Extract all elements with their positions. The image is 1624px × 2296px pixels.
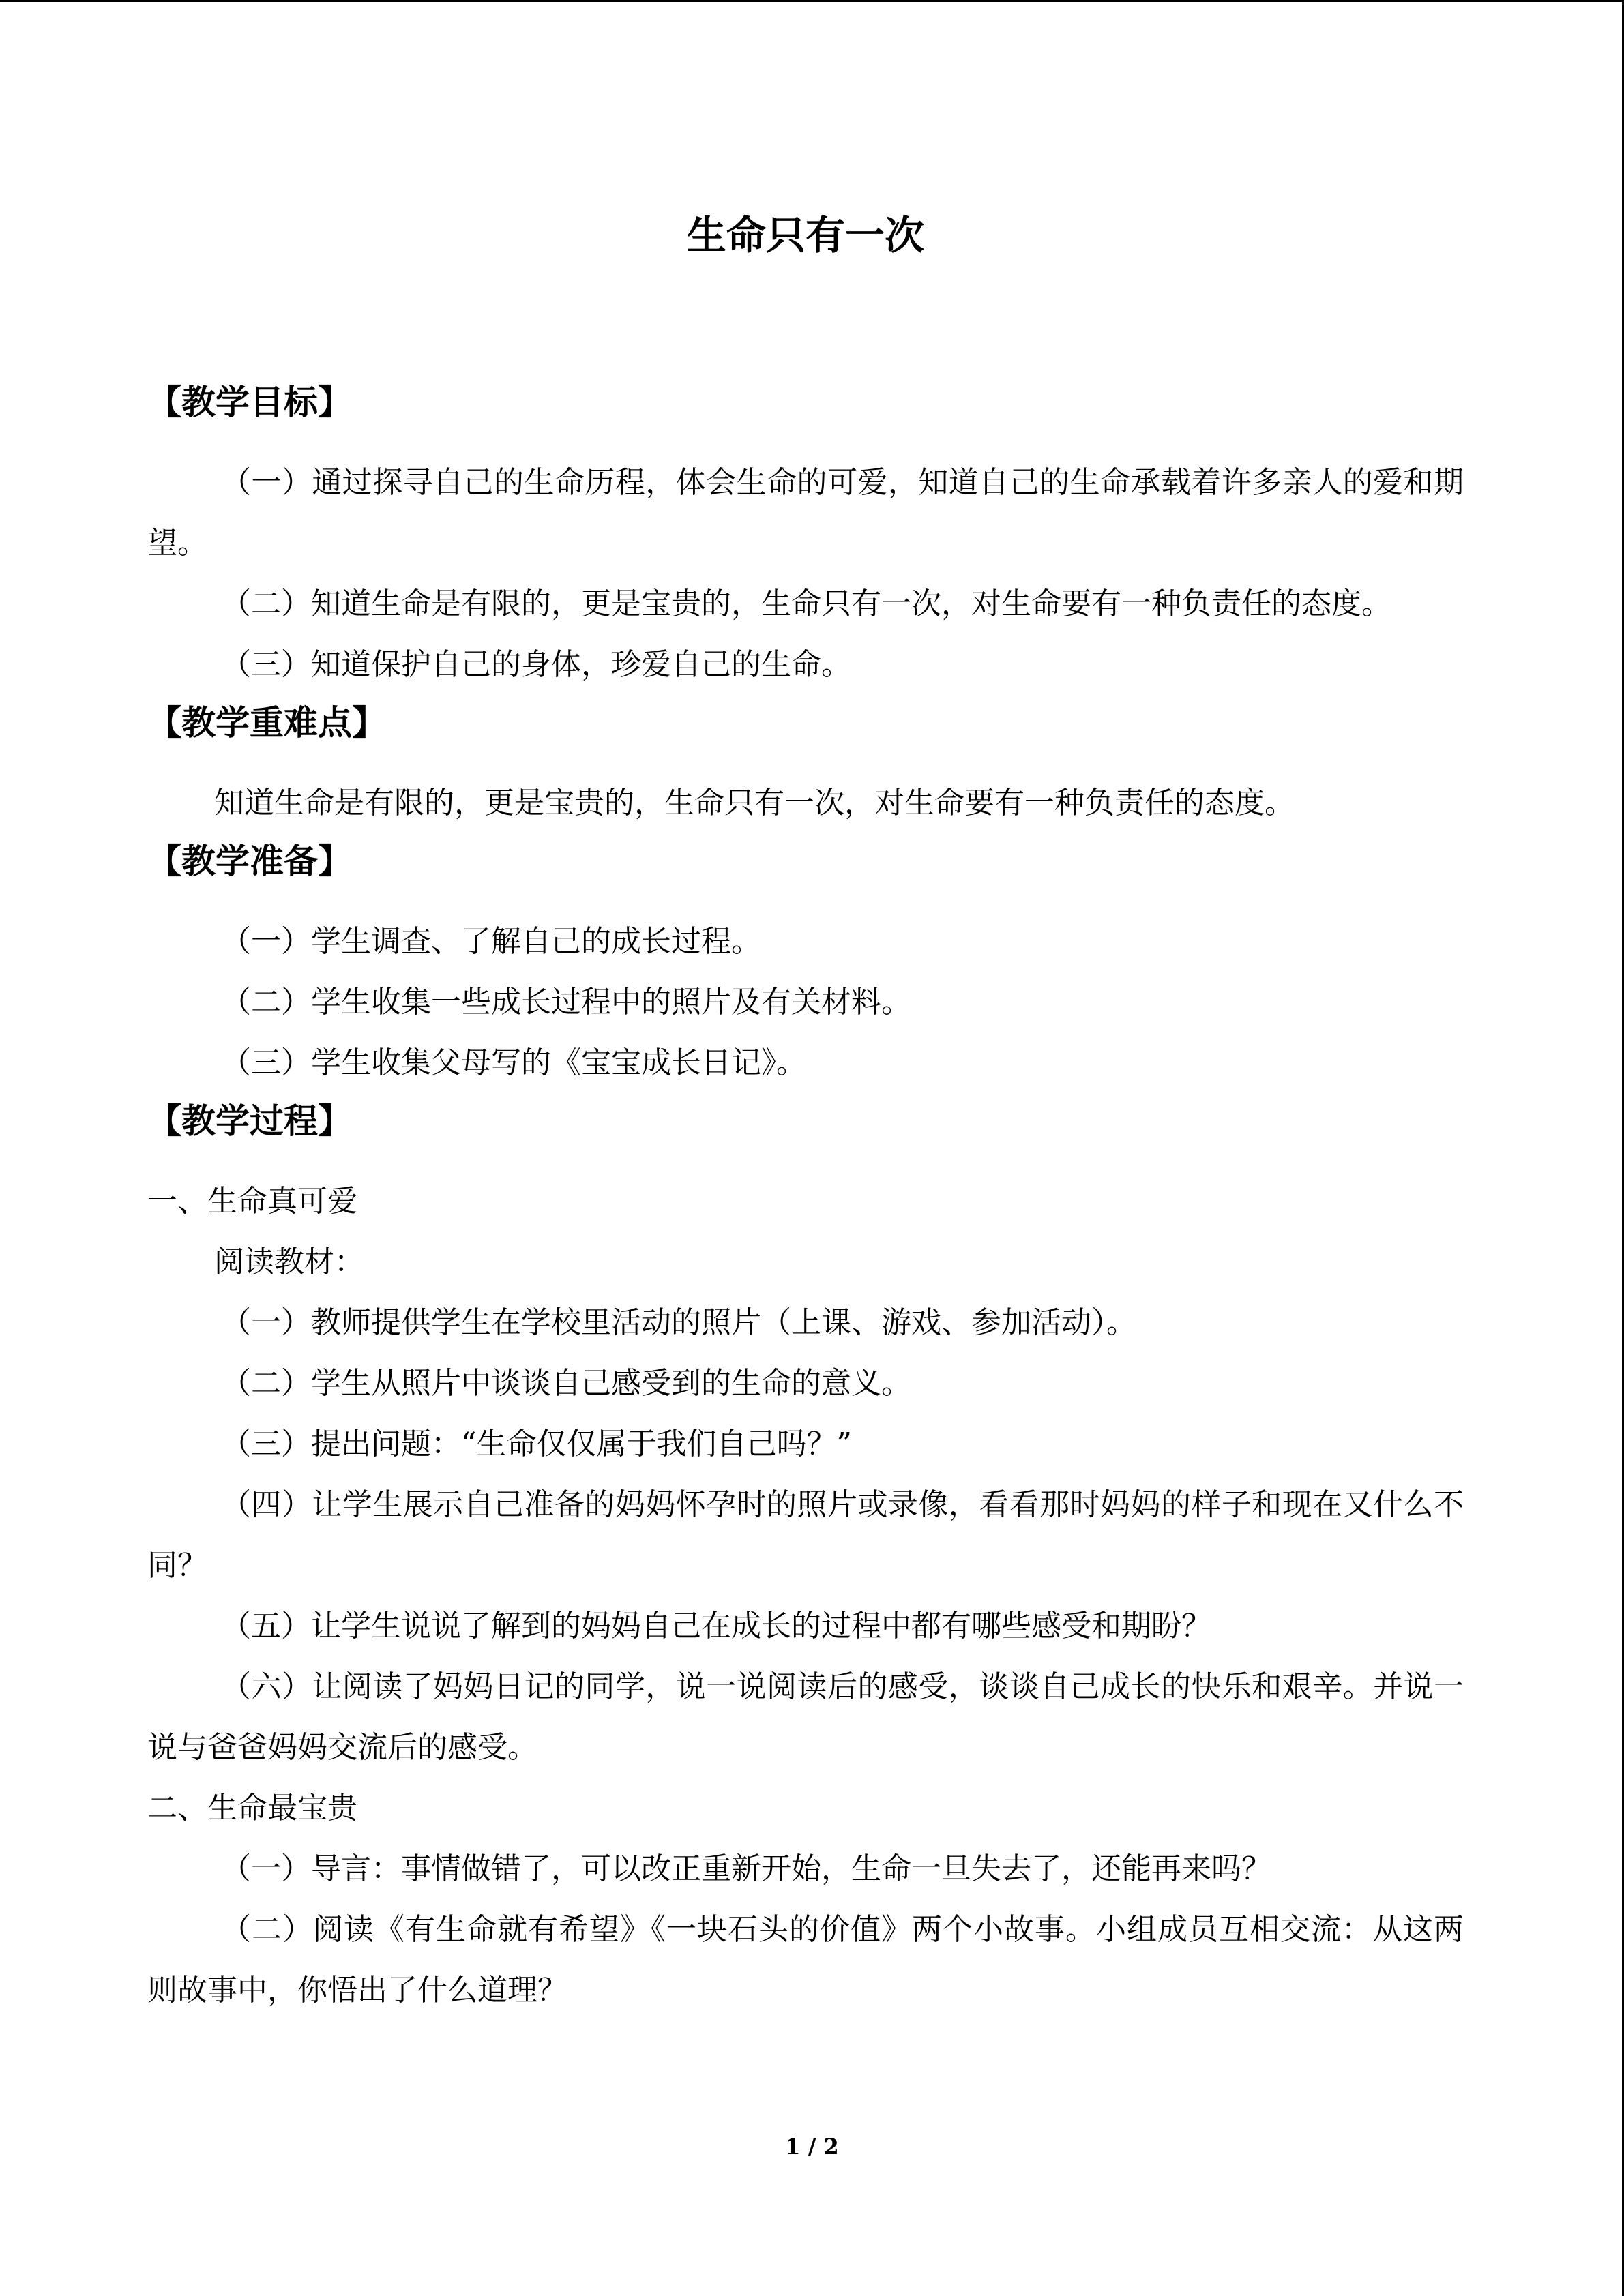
goal-item: （三）知道保护自己的身体，珍爱自己的生命。 bbox=[221, 647, 851, 682]
section-heading-goals: 【教学目标】 bbox=[147, 383, 352, 422]
process-item: （三）提出问题：“生命仅仅属于我们自己吗？” bbox=[221, 1427, 852, 1461]
preparation-item: （二）学生收集一些成长过程中的照片及有关材料。 bbox=[221, 985, 911, 1019]
preparation-item: （一）学生调查、了解自己的成长过程。 bbox=[221, 924, 761, 959]
process-item: （五）让学生说说了解到的妈妈自己在成长的过程中都有哪些感受和期盼？ bbox=[221, 1609, 1211, 1643]
process-item: （一）教师提供学生在学校里活动的照片（上课、游戏、参加活动）。 bbox=[221, 1305, 1136, 1340]
page-number: 1 / 2 bbox=[785, 2134, 839, 2160]
section-heading-process: 【教学过程】 bbox=[147, 1101, 352, 1141]
process-item: （六）让阅读了妈妈日记的同学，说一说阅读后的感受，谈谈自己成长的快乐和艰辛。并说一说与爸爸妈妈交流后的感受。 bbox=[147, 1669, 1464, 1765]
process-part-2 bbox=[147, 1778, 1464, 2021]
process-part-1 bbox=[147, 1171, 1464, 1778]
goal-item: （二）知道生命是有限的，更是宝贵的，生命只有一次，对生命要有一种负责任的态度。 bbox=[221, 586, 1391, 621]
top-border-line bbox=[0, 0, 1624, 2]
process-item: （二）阅读《有生命就有希望》《一块石头的价值》两个小故事。小组成员互相交流：从这两则故事中，你悟出了什么道理？ bbox=[147, 1912, 1464, 2008]
process-item: （一）导言：事情做错了，可以改正重新开始，生命一旦失去了，还能再来吗？ bbox=[221, 1851, 1271, 1886]
process-item: （二）学生从照片中谈谈自己感受到的生命的意义。 bbox=[221, 1366, 911, 1401]
key-points-block bbox=[147, 773, 1464, 833]
goal-item: （一）通过探寻自己的生命历程，体会生命的可爱，知道自己的生命承载着许多亲人的爱和期望。 bbox=[147, 465, 1464, 561]
section-heading-key-points: 【教学重难点】 bbox=[147, 703, 386, 743]
preparation-item: （三）学生收集父母写的《宝宝成长日记》。 bbox=[221, 1045, 806, 1080]
key-points-text: 知道生命是有限的，更是宝贵的，生命只有一次，对生命要有一种负责任的态度。 bbox=[214, 786, 1295, 820]
process-part-2-title: 二、生命最宝贵 bbox=[147, 1791, 357, 1825]
process-item: （四）让学生展示自己准备的妈妈怀孕时的照片或录像，看看那时妈妈的样子和现在又什么不同？ bbox=[147, 1487, 1464, 1583]
process-part-1-title: 一、生命真可爱 bbox=[147, 1184, 357, 1219]
preparation-list bbox=[147, 911, 1464, 1093]
goals-list bbox=[147, 452, 1464, 695]
document-title: 生命只有一次 bbox=[686, 212, 924, 258]
process-part-1-intro: 阅读教材： bbox=[214, 1244, 364, 1279]
section-heading-preparation: 【教学准备】 bbox=[147, 841, 352, 881]
document-page bbox=[147, 208, 1464, 2021]
